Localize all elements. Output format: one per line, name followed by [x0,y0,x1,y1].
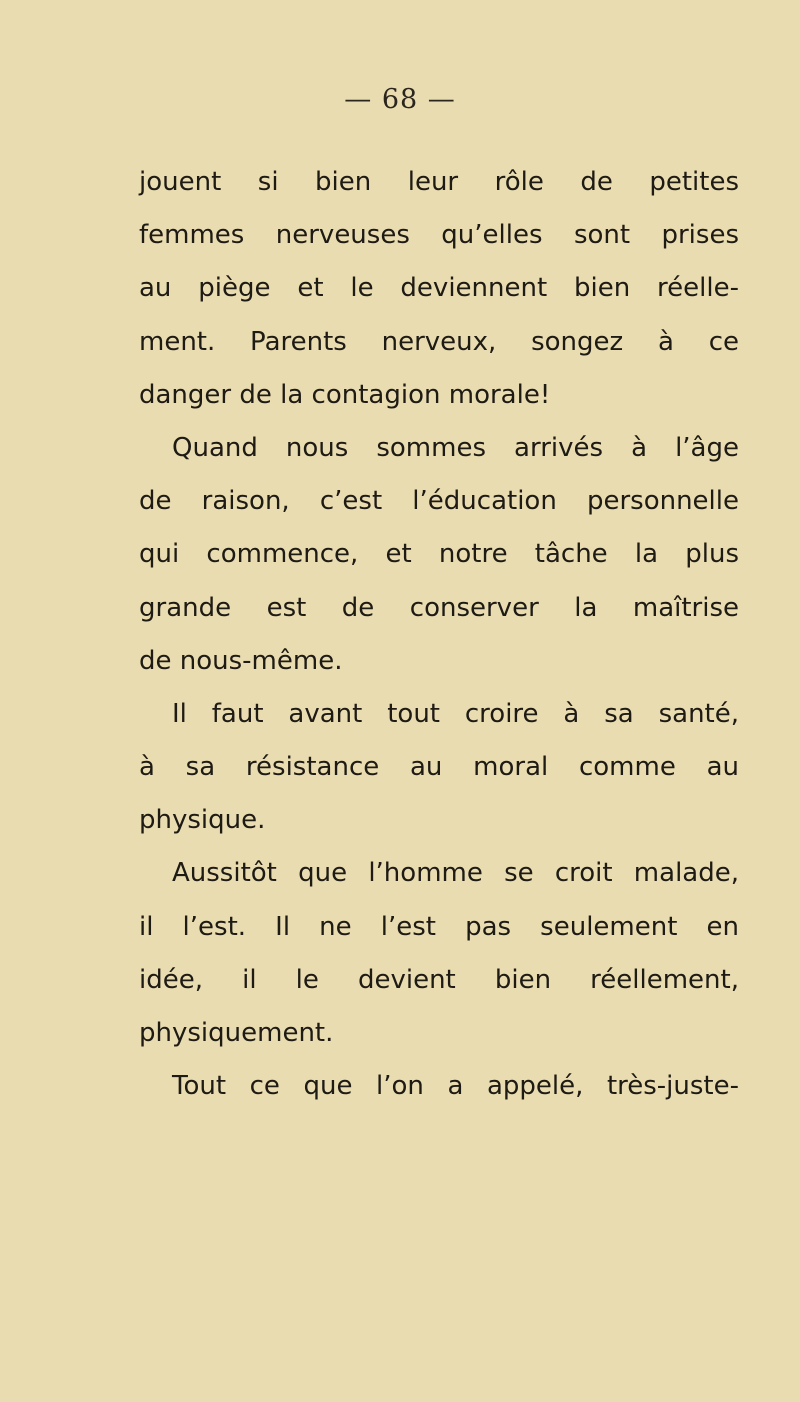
text-line: physique. [139,805,266,836]
page-number-header: — 68 — [344,84,456,115]
text-line: physiquement. [139,1018,334,1048]
text-line: femmes nerveuses qu’elles sont prises [139,220,739,251]
text-line: grande est de conserver la maîtrise [139,592,739,623]
body-text [139,156,739,1113]
text-line: à sa résistance au moral comme au [139,752,739,783]
text-line: au piège et le deviennent bien réelle- [139,273,739,304]
text-line: Aussitôt que l’homme se croit malade, [172,858,739,889]
text-line: Tout ce que l’on a appelé, très-juste- [172,1071,739,1102]
text-line: Quand nous sommes arrivés à l’âge [172,432,739,463]
text-line: de nous-même. [139,645,343,676]
text-line: idée, il le devient bien réellement, [139,964,739,995]
text-line: il l’est. Il ne l’est pas seulement en [139,911,739,942]
text-line: qui commence, et notre tâche la plus [139,539,739,570]
text-line: Il faut avant tout croire à sa santé, [172,698,739,729]
text-line: danger de la contagion morale! [139,379,551,410]
text-line: ment. Parents nerveux, songez à ce [139,326,739,357]
text-line: jouent si bien leur rôle de petites [139,167,739,197]
text-line: de raison, c’est l’éducation personnelle [139,486,739,517]
